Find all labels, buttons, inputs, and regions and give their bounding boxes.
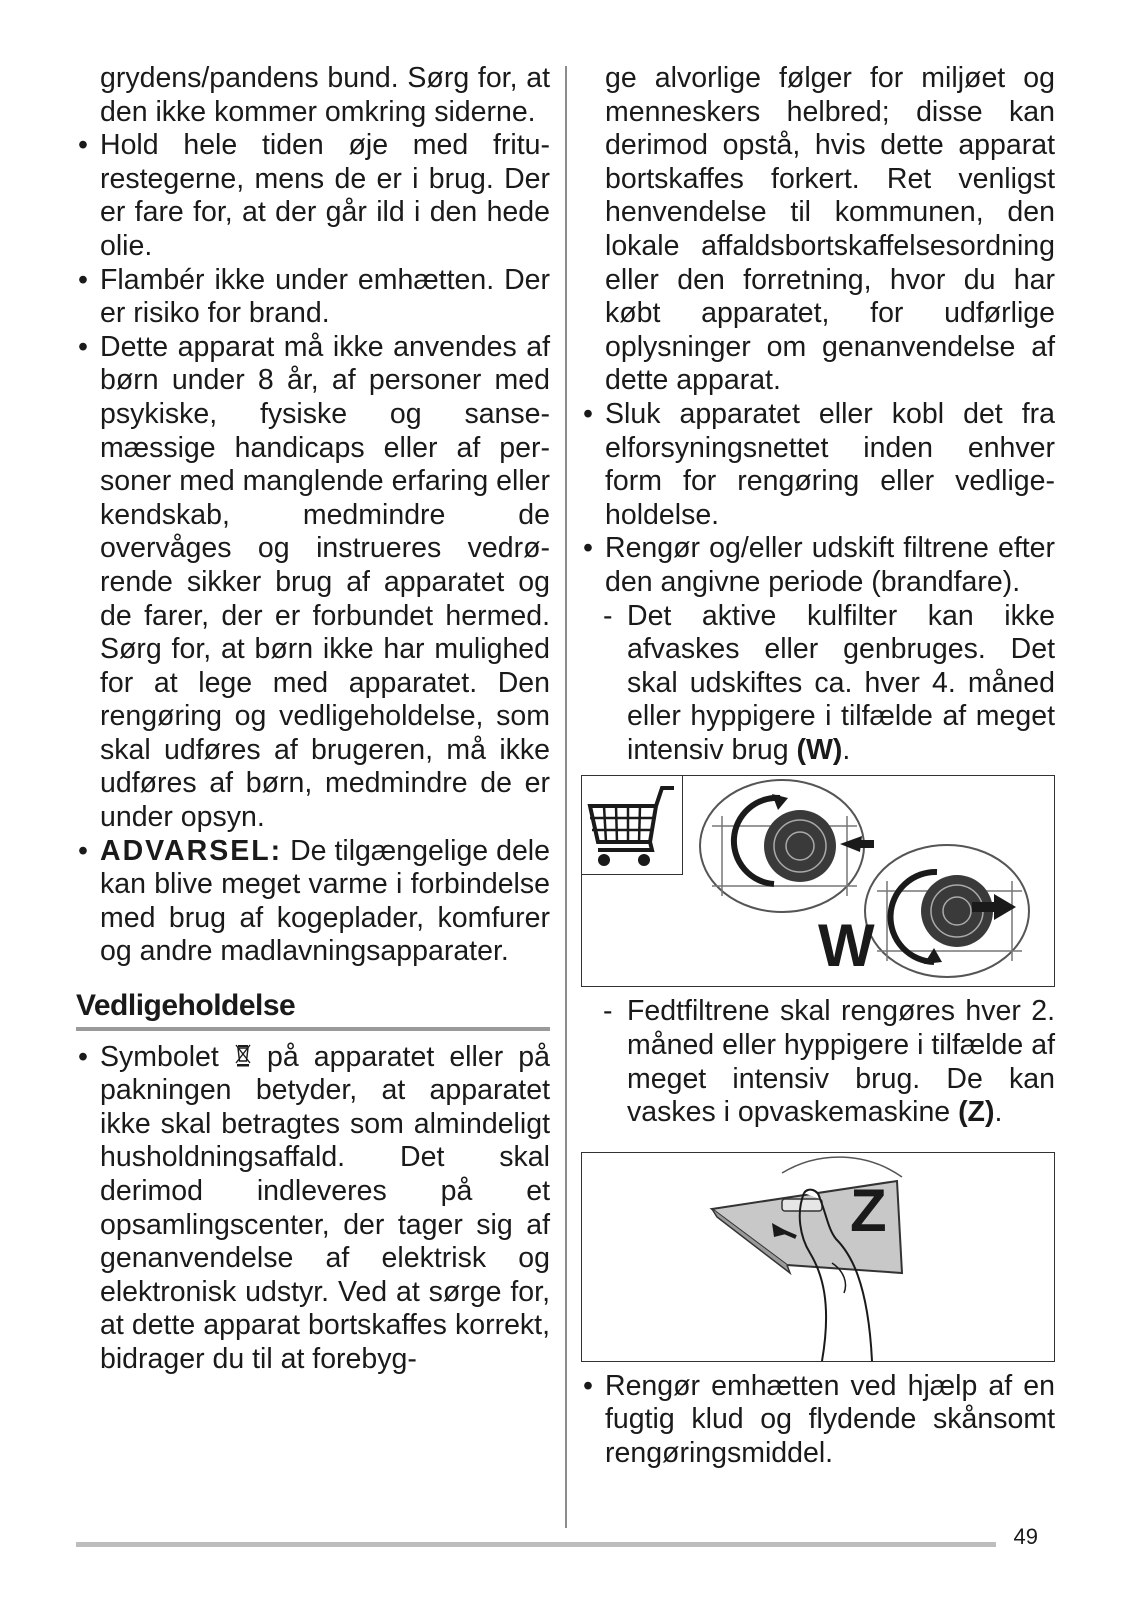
bullet-unplug: • Sluk apparatet eller kobl det fra elforsyningsnettet inden enhver form for rengøring eller vedligeholdelse. [581,398,1055,532]
grease-filter-end: . [994,1096,1003,1129]
symbol-text-before: Symbolet [100,1040,234,1073]
bullet-disposal-symbol [76,1041,550,1377]
bullet-clean: • Rengør emhætten ved hjælp af en fugtig klud og flydende skånsomt rengøringsmiddel. [581,1370,1055,1471]
carbon-filter-text: Det aktive kulfilter kan ikke afvaskes eller genbruges. Det skal udskiftes ca. hver 4. måned eller hyppigere i tilfælde af meget intensiv brug [627,599,1055,766]
grease-filter-illustration [582,1153,1054,1361]
grease-filter-text: Fedtfiltrene skal rengøres hver 2. måned eller hyppigere i tilfælde af meget intensiv brug. De kan vaskes i opvaskemaskine [627,995,1055,1129]
bullet-children: • Dette apparat må ikke anvendes af børn under 8 år, af personer med psykiske, fysiske og sansemæssige handicaps eller af personer med manglende erfaring eller kendskab, medmindre de overvåges og instrueres vedrørende sikker brug af apparatet og de farer, der er forbundet hermed. Sørg for, at børn ikke har mulighed for at lege med apparatet. Den rengøring og vedligeholdelse, som skal udføres af brugeren, må ikke udføres af børn, medmindre de er under opsyn. [76,331,550,835]
warning-label: ADVARSEL: [100,834,283,867]
left-column [76,62,550,1377]
crossed-out-bin-icon [234,1042,252,1068]
figure-grease-filter [581,1152,1055,1362]
warning-text: De tilgængelige dele kan blive meget varme i forbindelse med brug af kogeplader, komfurer og andre madlavningsapparater. [100,834,550,968]
figure-ref-w: (W) [796,733,843,766]
carbon-filter-end: . [842,733,851,766]
bullet-fryer: • Hold hele tiden øje med friturestegerne, mens de er i brug. Der er fare for, at der går ild i den hede olie. [76,129,550,263]
figure-carbon-filter [581,775,1055,987]
bullet-flambe: • Flambér ikke under emhætten. Der er risiko for brand. [76,264,550,331]
dash-grease-filter [581,995,1055,1129]
footer-rule [76,1542,996,1547]
figure-ref-z: (Z) [958,1096,995,1129]
dash-carbon-filter [581,600,1055,768]
bullet-filters: • Rengør og/eller udskift filtrene efter den angivne periode (brandfare). [581,532,1055,599]
figure-letter-z: Z [850,1176,887,1244]
section-title-maintenance: Vedligeholdelse [76,989,550,1031]
figure-letter-w: W [818,912,875,980]
intro-continuation: grydens/pandens bund. Sørg for, at den ikke kommer omkring siderne. [100,62,550,128]
right-column [581,62,1055,1471]
disposal-continuation: ge alvorlige følger for miljøet og menneskers helbred; disse kan derimod opstå, hvis dette apparat bortskaffes forkert. Ret venligst henvendelse til kommunen, den lokale affaldsbortskaffelsesordning eller den forretning, hvor du har købt apparatet, for udførlige oplysninger om genanvendelse af dette apparat. [605,62,1055,397]
column-divider [565,66,567,1528]
bullet-warning [76,835,550,969]
page-number: 49 [1013,1524,1038,1549]
symbol-text-after: på apparatet eller på pakningen betyder, at apparatet ikke skal betragtes som almindeligt husholdningsaffald. Det skal derimod indleveres på et opsamlingscenter, der tager sig af genanvendelse af elektrisk og elektronisk udstyr. Ved at sørge for, at dette apparat bortskaffes korrekt, bidrager du til at forebyg- [100,1040,550,1375]
